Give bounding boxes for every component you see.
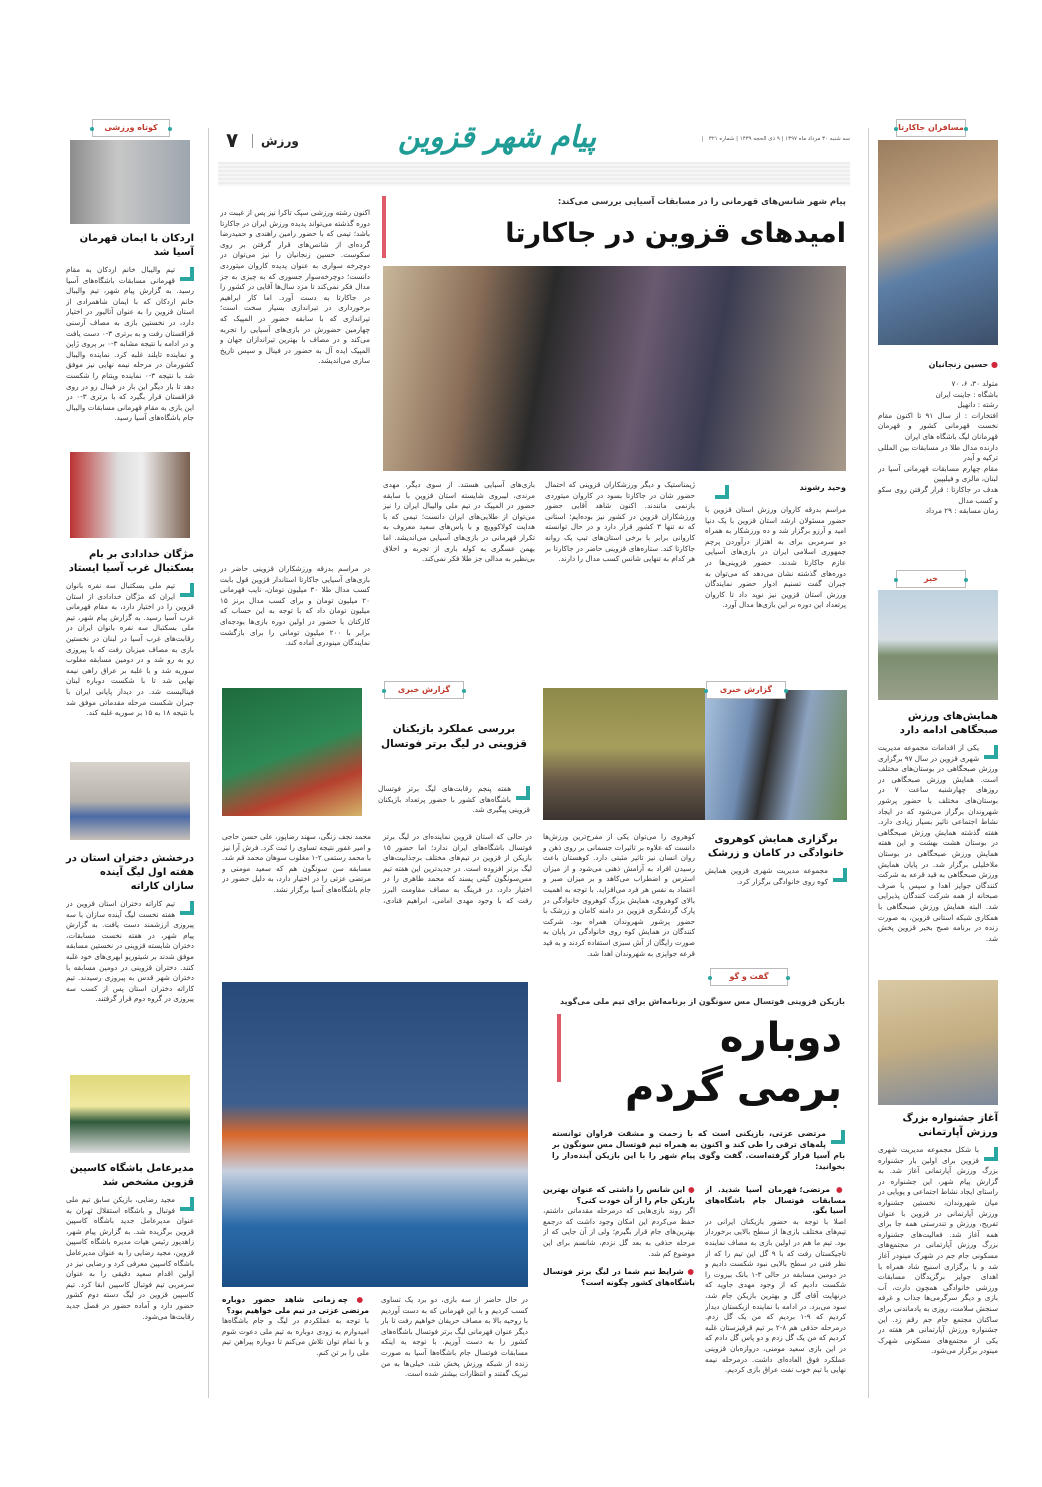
question-3: ● شرایط تیم شما در لیگ برتر فوتسال باشگاه‌های کشور چگونه است؟ bbox=[543, 1267, 695, 1287]
photo-club-manager bbox=[70, 1075, 190, 1153]
story-khodadadi-body: تیم ملی بسکتبال سه نفره بانوان ایران که مژگان خدادادی از استان قزوین را در اختیار دارد، به مقام قهرمانی غرب آسیا رسید. به گزارش پیام شهر، تیم ملی بسکتبال سه نفره بانوان ایران در رقابت‌های غرب آسیا در لبنان در نخستین بازی به مصاف میزبان رفت که با پیروزی رو به رو شد و در دومین مسابقه مغلوب سوریه شد و با غلبه بر عراق راهی نیمه نهایی شد تا با شکست دوباره لبنان فینالیست شد. در دیدار پایانی ایران با جبران شکست مرحله مقدماتی موفق شد با نتیجه ۱۸ به ۱۵ بر سوریه غلبه کند. bbox=[66, 581, 194, 718]
story-caspian bbox=[66, 1162, 194, 1375]
photo-futsal-player bbox=[222, 982, 528, 1287]
story-apartment bbox=[878, 1112, 998, 1373]
bullet-icon: ● bbox=[988, 360, 998, 369]
section-tag-jakarta: مسافران جاکارتا bbox=[896, 119, 966, 137]
newspaper-logo: پیام شهر قزوین bbox=[398, 120, 597, 155]
fact-2: رشته : دانهیل bbox=[957, 400, 998, 410]
fact-3: افتخارات : از سال ۹۱ تا اکنون مقام نخست قهرمانی کشور و قهرمان قهرمانان لیگ باشگاه های ایران bbox=[878, 410, 998, 441]
photo-basketball-player bbox=[70, 452, 190, 538]
right-column-border bbox=[868, 128, 869, 1398]
hike-lead: مجموعه مدیریت شهری قزوین همایش کوه روی خانوادگی برگزار کرد. bbox=[705, 866, 847, 908]
question-2: ● این شانس را داشتی که عنوان بهترین بازیکن جام را از آن خودت کنی؟ bbox=[543, 1185, 695, 1205]
page-number: ۷ bbox=[226, 128, 239, 152]
left-column-border bbox=[208, 128, 209, 1398]
story-apartment-title: آغاز جشنواره بزرگ ورزش آپارتمانی bbox=[902, 1113, 998, 1138]
header-band bbox=[218, 162, 850, 186]
interview-col-2 bbox=[543, 1185, 695, 1395]
bullet-icon: ● bbox=[829, 1185, 846, 1194]
interview-title-line1: دوباره bbox=[719, 1015, 842, 1061]
story-karate-body: تیم کاراته دختران استان قزوین در هفته نخست لیگ آینده سازان با سه پیروزی ارزشمند دست یافت. به گزارش پیام شهر، در هفته نخست مسابقات، دختران شایسته قزوینی در نخستین مسابقه موفق شدند بر شیتوریو ابهری‌های خود غلبه کنند. دختران قزوینی در دومین مسابقه با دختران شهر قدس به پیروزی رسیدند. تیم کاراته دختران استان پس از کسب سه پیروزی در گروه دوم قرار گرفتند. bbox=[66, 899, 194, 1004]
interview-col-1 bbox=[705, 1185, 846, 1395]
bullet-icon: ● bbox=[347, 1295, 369, 1304]
photo-hiking-ceremony bbox=[705, 690, 847, 820]
interview-lead: مرتضی عزتی، بازیکنی است که با زحمت و مشقت فراوان توانسته پله‌های ترقی را طی کند و اکنون به همراه تیم فوتسال مس سونگون بر بام آسیا قرار گرفته‌است. گفت وگوی پیام شهر را با این بازیکن آینده‌دار را بخوانید: bbox=[552, 1129, 845, 1171]
photo-futsal-ball bbox=[222, 688, 362, 816]
bullet-icon: ● bbox=[683, 1267, 695, 1277]
fact-4: دارنده مدال طلا در مسابقات بین المللی ترکیه و آیدر bbox=[878, 442, 998, 463]
answer-1: اصلا با توجه به حضور بازیکنان ایرانی در تیم‌های مختلف بازی‌ها از سطح بالایی برخوردار بود. تیم ما هم در اولین بازی به مصاف نماینده تاجیکستان رفت که با ۹ گل این تیم را که از نظر فنی در سطح بالایی نبود شکست دادیم و در دومین مسابقه در حالی ۳-۱ بانک بیروت را شکست دادیم که از وجود مهدی جاوید که درنهایت آقای گل و بهترین بازیکن جام شد، سود می‌برد. در ادامه با نماینده ازبکستان دیدار کردیم که ۹-۱ بردیم که من یک گل زدم. درمرحله حذفی هم ۸-۲ بر تیم قرقیزستان غلبه کردیم که من یک گل زدم و دو پاس گل دادم که در این بازی سعید مومنی، دروازه‌بان قزوینی عملکرد فوق العاده‌ای داشت. درمرحله نیمه نهایی با تیم خوب نفت عراق بازی کردیم. bbox=[705, 1216, 846, 1375]
photo-building bbox=[70, 140, 190, 224]
main-col-2: ژیمناستیک و دیگر ورزشکاران قزوینی که احتمال حضور شان در جاکارتا بسود در کاروان میتوردی بازنمی مانندند. اکنون شاهد آقایی حضور ورزشکاران قزوین در کشور نیز بوده‌ایم؛ استانی که نه تنها ۳ کشور قرار دارد و در حال توانسته کاروانی برابر با برخی استان‌های تیپ یک روانه جاکارتا کند. ستاره‌های قزوینی حاضر در جاکارتا بر هر کدام به تنهایی شانس کسب مدال را دارند. bbox=[545, 480, 695, 564]
interview-accent-bar bbox=[557, 1014, 561, 1082]
story-caspian-title: مدیرعامل باشگاه کاسپین قزوین مشخص شد bbox=[70, 1163, 194, 1188]
photo-apartment-festival bbox=[878, 980, 998, 1105]
section-tag-report-futsal: گزارش خبری bbox=[384, 681, 464, 699]
accent-mark-icon bbox=[516, 786, 530, 800]
accent-mark-icon bbox=[180, 1197, 194, 1211]
accent-mark-icon bbox=[984, 745, 998, 759]
main-col-3: بازی‌های آسیایی هستند. از سوی دیگر، مهدی مرندی، لیبروی شایسته استان قزوین با سابقه حضور در المپیک در تیم ملی والیبال ایران را نیز می‌توان از طلایی‌های ایران دانست؛ تیمی که با هدایت کولاکوویچ و با پاس‌های سعید معروف به تکرار قهرمانی در بازی‌های آسیایی می‌اندیشد. اما بهمن عسگری به کوله باری از تجربه و اخلاق بی‌نظیر به مدالی جز طلا فکر نمی‌کند. bbox=[383, 480, 535, 564]
accent-mark-icon bbox=[180, 901, 194, 915]
bullet-icon: ● bbox=[685, 1185, 695, 1194]
story-khodadadi-title: مژگان خدادادی بر بام بسکتبال غرب آسیا ایستاد bbox=[68, 549, 194, 574]
story-morning-exercise-body: یکی از اقدامات مجموعه مدیریت شهری قزوین در سال ۹۷ برگزاری ورزش صبحگاهی در بوستان‌های مختلف است. همایش ورزش صبحگاهی در روزهای چهارشنبه ساعت ۷ در بوستان‌های مختلف با حضور پرشور شهروندان برگزار می‌شود که در ایجاد نشاط اجتماعی تاثیر بسیار زیادی دارد. هفته گذشته همایش ورزش صبحگاهی در بوستان هشت بهشت و این هفته همایش ورزش صبحگاهی در بوستان ملاخلیلی برگزار شد. در پایان همایش ورزش صبحگاهی به قید قرعه به شرکت کنندگان جوایز اهدا و سپس با صرف صبحانه از همه شرکت کنندگان پذیرایی شد. البته همایش ورزش صبحگاهی با همکاری شبکه استانی قزوین، به صورت زنده در برنامه صبح بخیر قزوین پخش شد. bbox=[878, 743, 998, 943]
main-intro: اکنون رشته ورزشی سپک تاکرا نیز پس از غیبت در دوره گذشته می‌تواند پدیده ورزش ایران در جاکارتا باشد؛ تیمی که با حضور رامین راهندی و حمیدرضا گرده‌ای از شانس‌های قرار گرفتن بر روی سکوست. حسین زنجانیان را نیز می‌توان در دوچرخه سواری به عنوان پدیده کاروان میتوردی دانست؛ دوچرخه‌سوار جسوری که به چیزی به جز مدال فکر نمی‌کند تا مزد سال‌ها آقایی در کشور را در جاکارتا به دست آورد. اما کار ابراهیم برخورداری در تیراندازی بسیار سخت است؛ تیراندازی که با سابقه حضور در المپیک که چهارمین حضورش در بازی‌های آسیایی را تجربه می‌کند و در مصاف با بهترین تیراندازان جهان و المپیک ایده‌ آل به حضور در فینال و سپس تاریخ سازی می‌اندیشد. bbox=[220, 208, 370, 366]
story-ardakan bbox=[66, 232, 194, 433]
masthead bbox=[218, 118, 850, 188]
question-4: ● چه زمانی شاهد حضور دوباره مرتضی عزتی در تیم ملی خواهیم بود؟ bbox=[222, 1295, 369, 1315]
photo-hikers bbox=[543, 688, 705, 820]
accent-mark-icon bbox=[833, 868, 847, 882]
fact-7: زمان مسابقه : ۲۹ مرداد bbox=[925, 506, 998, 516]
main-col-4: در مراسم بدرقه ورزشکاران قزوینی حاضر در بازی‌های آسیایی جاکارتا استاندار قزوین قول بابت کسب مدال طلا ۳۰ میلیون تومان، نایب قهرمانی ۲۰ میلیون تومان و برای کسب مدال برنز ۱۵ میلیون تومان داد که با توجه به این حساب که کارکنان با حضور در اولین دوره بازی‌ها بودجه‌ای برابر با ۲۰۰ میلیون تومانی را برای بازگشت نمایندگان مینودری آماده کند. bbox=[220, 564, 370, 648]
photo-morning-exercise bbox=[878, 590, 998, 700]
interview-col-3 bbox=[222, 1295, 528, 1395]
story-morning-exercise bbox=[878, 710, 998, 953]
futsal-lead: هفته پنجم رقابت‌های لیگ برتر فوتسال باشگاه‌های کشور با حضور پرتعداد بازیکنان قزوینی پیگیری شد. bbox=[378, 784, 530, 815]
section-name: ورزش bbox=[252, 134, 299, 148]
section-tag-short-news: کوتاه ورزشی bbox=[92, 119, 170, 137]
story-karate-title: درخشش دختران استان در هفته اول لیگ آینده سازان کاراته bbox=[66, 853, 194, 892]
main-col-1: مراسم بدرقه کاروان ورزش استان قزوین با حضور مسئولان ارشد استان قزوین با یک دنیا امید و آرزو برگزار شد و ده ورزشکار به همراه دو سرمربی برای به اهتزاز درآوردن پرچم جمهوری اسلامی ایران در بازی‌های آسیایی عازم جاکارتا شدند. حضور قزوینی‌ها در دوره‌های گذشته نشان می‌دهد که می‌توان به جبران گفت تسنیم ادوار حضور نمایندگان ورزش استان قزوین نیز نوید داد تا کاروان پرتعداد این دوره بر این بازی‌ها مدال آورد. bbox=[705, 505, 846, 610]
fact-1: باشگاه : جاینت ایران bbox=[935, 389, 998, 399]
section-tag-news: خبر bbox=[896, 570, 966, 588]
story-khodadadi bbox=[66, 548, 194, 736]
accent-mark-icon bbox=[715, 485, 729, 499]
accent-mark-icon bbox=[831, 1130, 845, 1144]
section-tag-report-hiking: گزارش خبری bbox=[706, 681, 786, 699]
fact-5: مقام چهارم مسابقات قهرمانی آسیا در لبنان، مالزی و فیلیپین bbox=[878, 463, 998, 484]
main-kicker: پیام شهر شانس‌های قهرمانی را در مسابقات آسیایی بررسی می‌کند: bbox=[557, 197, 846, 207]
main-headline: امیدهای قزوین در جاکارتا bbox=[505, 218, 846, 249]
headline-accent-bar bbox=[382, 196, 386, 258]
story-morning-exercise-title: همایش‌های ورزش صبحگاهی ادامه دارد bbox=[899, 711, 998, 736]
dateline: سه شنبه ۳۰ مرداد ماه ۱۳۹۷ | ۹ ذی الحجه ۱۴۳۹ | شماره ۳۲۱ bbox=[702, 136, 850, 142]
question-1: ● مرتضی؛ قهرمان آسیا شدید. از مسابقات فوتسال جام باشگاه‌های آسیا بگو. bbox=[705, 1185, 846, 1216]
interview-title-line2: برمی گردم bbox=[624, 1065, 842, 1111]
futsal-body: در حالی که استان قزوین نماینده‌ای در لیگ برتر فوتسال باشگاه‌های ایران ندارد؛ اما حضور ۱۵ بازیکن از قزوین در تیم‌های مختلف برجذابیت‌های لیگ برتر افزوده است. در جدیدترین این هفته تیم مس‌سونگون گیتی پسند که محمد طاهری را در اختیار دارد، در فرینگ به مصاف مقاومت البرز رفت که با وجود مهدی امامی، ابراهیم قنادی، محمد نجف زنگی، سهند رضاپور، علی حسن حاجی و امیر غفور نتیجه تساوی را ثبت کرد. فرش آرا نیز با محمد رستمی ۲-۱ مغلوب سوهان محمد قم شد. مسابقه سن سونگون هم که سعید مومنی و مرتضی عزتی را در اختیار دارد، به دلیل حضور در جام باشگاه‌های آسیا برگزار نشد. bbox=[222, 832, 532, 905]
story-caspian-body: مجید رضایی، بازیکن سابق تیم ملی فوتبال و باشگاه استقلال تهران به عنوان مدیرعامل جدید باشگاه کاسپین قزوین برگزیده شد. به گزارش پیام شهر، زاهدپور رئیس هیات مدیره باشگاه کاسپین قزوین، مجید رضایی را به عنوان مدیرعامل باشگاه کاسپین معرفی کرد و رضایی نیز در اولین اقدام سعید دقیقی را به عنوان سرمربی تیم فوتبال کاسپین ابقا کرد. تیم کاسپین قزوین در لیگ دسته دوم کشور حضور دارد و آماده حضور در فصل جدید رقابت‌ها می‌شود. bbox=[66, 1195, 194, 1321]
story-apartment-body: با شکل مجموعه مدیریت شهری قزوین برای اولین بار جشنواره بزرگ ورزش آپارتمانی آغاز شد. به گزارش پیام شهر، این جشنواره در راستای ایجاد نشاط اجتماعی و پویایی در میان شهروندان، نخستین جشنواره ورزش آپارتمانی در قزوین با عنوان تفریح، ورزش و تندرستی همه جا برای همه آغاز شد. فعالیت‌های جشنواره بزرگ ورزش آپارتمانی در مجتمع‌های مسکونی جام جم در شهرک مینودر آغاز شد و با برگزاری اسنیج شاد همراه با اهدای جوایز برگزیدگان مسابقات ورزشی خانوادگی همچون دارت، آب بازی و دیگر سرگرمی‌ها جذاب و غرفه سنجش سلامت، روزی به یادماندنی برای ساکنان مجتمع جام جم رقم زد. این جشنواره ورزش آپارتمانی هر هفته در یکی از مجتمع‌های مسکونی شهرک مینودر برگزار می‌شود. bbox=[878, 1145, 998, 1356]
story-karate bbox=[66, 852, 194, 1049]
photo-cyclist bbox=[878, 140, 998, 345]
accent-mark-icon bbox=[180, 267, 194, 281]
photo-farewell-ceremony bbox=[383, 266, 846, 471]
answer-3: در حال حاضر از سه بازی، دو برد یک تساوی کسب کردیم و با این قهرمانی که به دست آوردیم با روحیه بالا به مصاف حریفان خواهیم رفت تا بار دیگر عنوان قهرمانی لیگ برتر فوتسال باشگاه‌های کشور را به دست آوریم. با توجه به اینکه مسابقات فوتسال جام باشگاه‌ها آسیا به صورت زنده از شبکه ورزش پخش شد، خیلی‌ها به من تبریک گفتند و انتظارات بیشتر شده است. bbox=[381, 1295, 528, 1379]
story-ardakan-title: اردکان با ایمان قهرمان آسیا شد bbox=[79, 233, 194, 258]
hike-title: برگزاری همایش کوهروی خانوادگی در کامان و زرشک bbox=[707, 834, 845, 859]
story-hiking bbox=[705, 833, 847, 908]
section-tag-interview: گفت و گو bbox=[710, 968, 788, 986]
athlete-profile bbox=[878, 360, 998, 517]
fact-0: متولد ۳۰، ۶، ۷۰ bbox=[951, 379, 998, 388]
photo-karate bbox=[70, 762, 190, 840]
answer-4: با توجه به عملکردم در لیگ و جام باشگاه‌ها امیدوارم به زودی دوباره به تیم ملی دعوت شوم و با تمام توان تلاش می‌کنم تا دوباره پیراهن تیم ملی را بر تن کنم. bbox=[222, 1316, 369, 1357]
answer-2: اگر روند بازی‌هایی که درمرحله مقدماتی داشتم، حفظ می‌کردم این امکان وجود داشت که درجمع بهترین‌های جام قرار بگیرم؛ ولی از آن جایی که از مرحله حذفی به بعد گل نزدم، شانسم برای این موضوع کم شد. bbox=[543, 1206, 695, 1258]
accent-mark-icon bbox=[984, 1147, 998, 1161]
hike-body: کوهروی را می‌توان یکی از مفرح‌ترین ورزش‌ها دانست که علاوه بر تاثیرات جسمانی بر روی ذهن و روان انسان نیز تاثیر مثبتی دارد. کوهستان باعث رسیدن افراد به آرامش ذهنی می‌شود و از میزان استرس و اضطراب می‌کاهد و بر میزان صبر و اعتماد به نفس هر فرد می‌افزاید. با توجه به اهمیت بالای کوهروی، همایش بزرگ کوهروی خانوادگی در پارک گردشگری قزوین در دامنه کامان و زرشک با حضور پرشور شهروندان همراه بود. شرکت کنندگان در همایش کوه روی خانوادگی در پایان به صورت رایگان از آش سبزی استفاده کردند و به قید قرعه جوایزی به شهروندان اهدا شد. bbox=[543, 832, 695, 958]
fact-6: هدف در جاکارتا : قرار گرفتن روی سکو و کسب مدال bbox=[878, 484, 998, 505]
story-ardakan-body: تیم والیبال خانم اردکان به مقام قهرمانی مسابقات باشگاه‌های آسیا رسید. به گزارش پیام شهر، تیم والیبال خانم اردکان که با ایمان شاهمرادی از استان قزوین را به عنوان آتالیور در اختیار دارد، در نخستین بازی به مصاف آرسنی قزاقستان رفت و به برتری ۳-۰ دست یافت و در ادامه با نتیجه مشابه ۳-۰ بر پروی ژاپن و نماینده تایلند غلبه کرد. نماینده والیبال کشورمان در مرحله نیمه نهایی نیز موفق شد با نتیجه ۳-۰ نماینده ویتنام را شکست دهد تا بار دیگر این بار در فینال رو در روی قزاقستان قرار بگیرد که با برتری ۳-۰ در این بازی به مقام قهرمانی مسابقات والیبال جام باشگاه‌های آسیا رسید. bbox=[66, 265, 194, 423]
main-author: وحید رشوند bbox=[710, 483, 846, 499]
athlete-name: ● حسین زنجانیان bbox=[928, 360, 998, 369]
futsal-title: بررسی عملکرد بازیکنان قزوینی در لیگ برتر فوتسال bbox=[381, 723, 527, 750]
accent-mark-icon bbox=[180, 583, 194, 597]
interview-kicker: بازیکن قزوینی فوتسال مس سونگون از برنامه‌اش برای تیم ملی می‌گوید bbox=[559, 997, 845, 1006]
